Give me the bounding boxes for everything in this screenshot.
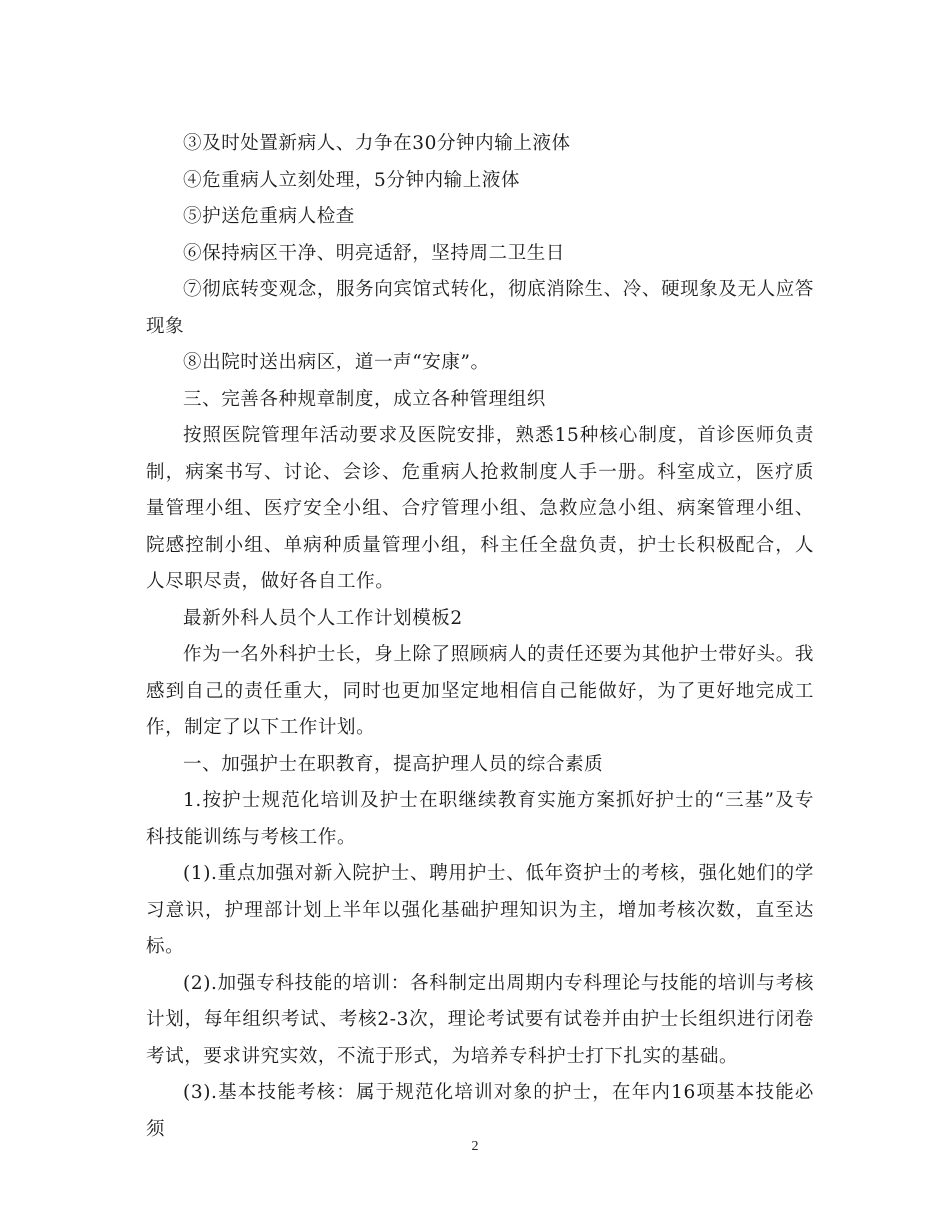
body-paragraph-regulations: 按照医院管理年活动要求及医院安排，熟悉15种核心制度，首诊医师负责制，病案书写、讨论、会诊、危重病人抢救制度人手一册。科室成立，医疗质量管理小组、医疗安全小组、合疗管理小组、急救应急小组、病案管理小组、院感控制小组、单病种质量管理小组，科主任全盘负责，护士长积极配合，人人尽职尽责，做好各自工作。: [146, 425, 814, 592]
list-item-7: ⑦彻底转变观念，服务向宾馆式转化，彻底消除生、冷、硬现象及无人应答现象: [146, 279, 814, 337]
list-item-6: ⑥保持病区干净、明亮适舒，坚持周二卫生日: [183, 242, 566, 264]
list-item-4: ④危重病人立刻处理，5分钟内输上液体: [183, 169, 521, 191]
list-item-3: ③及时处置新病人、力争在30分钟内输上液体: [183, 133, 571, 154]
page-number: 2: [471, 1139, 479, 1154]
body-paragraph-intro: 作为一名外科护士长，身上除了照顾病人的责任还要为其他护士带好头。我感到自己的责任重大，同时也更加坚定地相信自己能做好，为了更好地完成工作，制定了以下工作计划。: [146, 644, 814, 738]
sub-item-1: (1).重点加强对新入院护士、聘用护士、低年资护士的考核，强化她们的学习意识，护理部计划上半年以强化基础护理知识为主，增加考核次数，直至达标。: [146, 863, 814, 957]
list-item-5: ⑤护送危重病人检查: [183, 206, 355, 227]
list-item-8: ⑧出院时送出病区，道一声“安康”。: [183, 352, 490, 373]
sub-item-3: (3).基本技能考核：属于规范化培训对象的护士，在年内16项基本技能必须: [146, 1082, 814, 1140]
sub-item-2: (2).加强专科技能的培训：各科制定出周期内专科理论与技能的培训与考核计划，每年组织考试、考核2-3次，理论考试要有试卷并由护士长组织进行闭卷考试，要求讲究实效，不流于形式，为培养专科护士打下扎实的基础。: [146, 972, 814, 1067]
section-heading-1: 一、加强护士在职教育，提高护理人员的综合素质: [183, 753, 604, 775]
document-body: [146, 126, 814, 1148]
document-subtitle: 最新外科人员个人工作计划模板2: [183, 607, 463, 629]
section-heading-3: 三、完善各种规章制度，成立各种管理组织: [183, 388, 546, 410]
numbered-item-1: 1.按护士规范化培训及护士在职继续教育实施方案抓好护士的“三基”及专科技能训练与考核工作。: [146, 790, 814, 848]
